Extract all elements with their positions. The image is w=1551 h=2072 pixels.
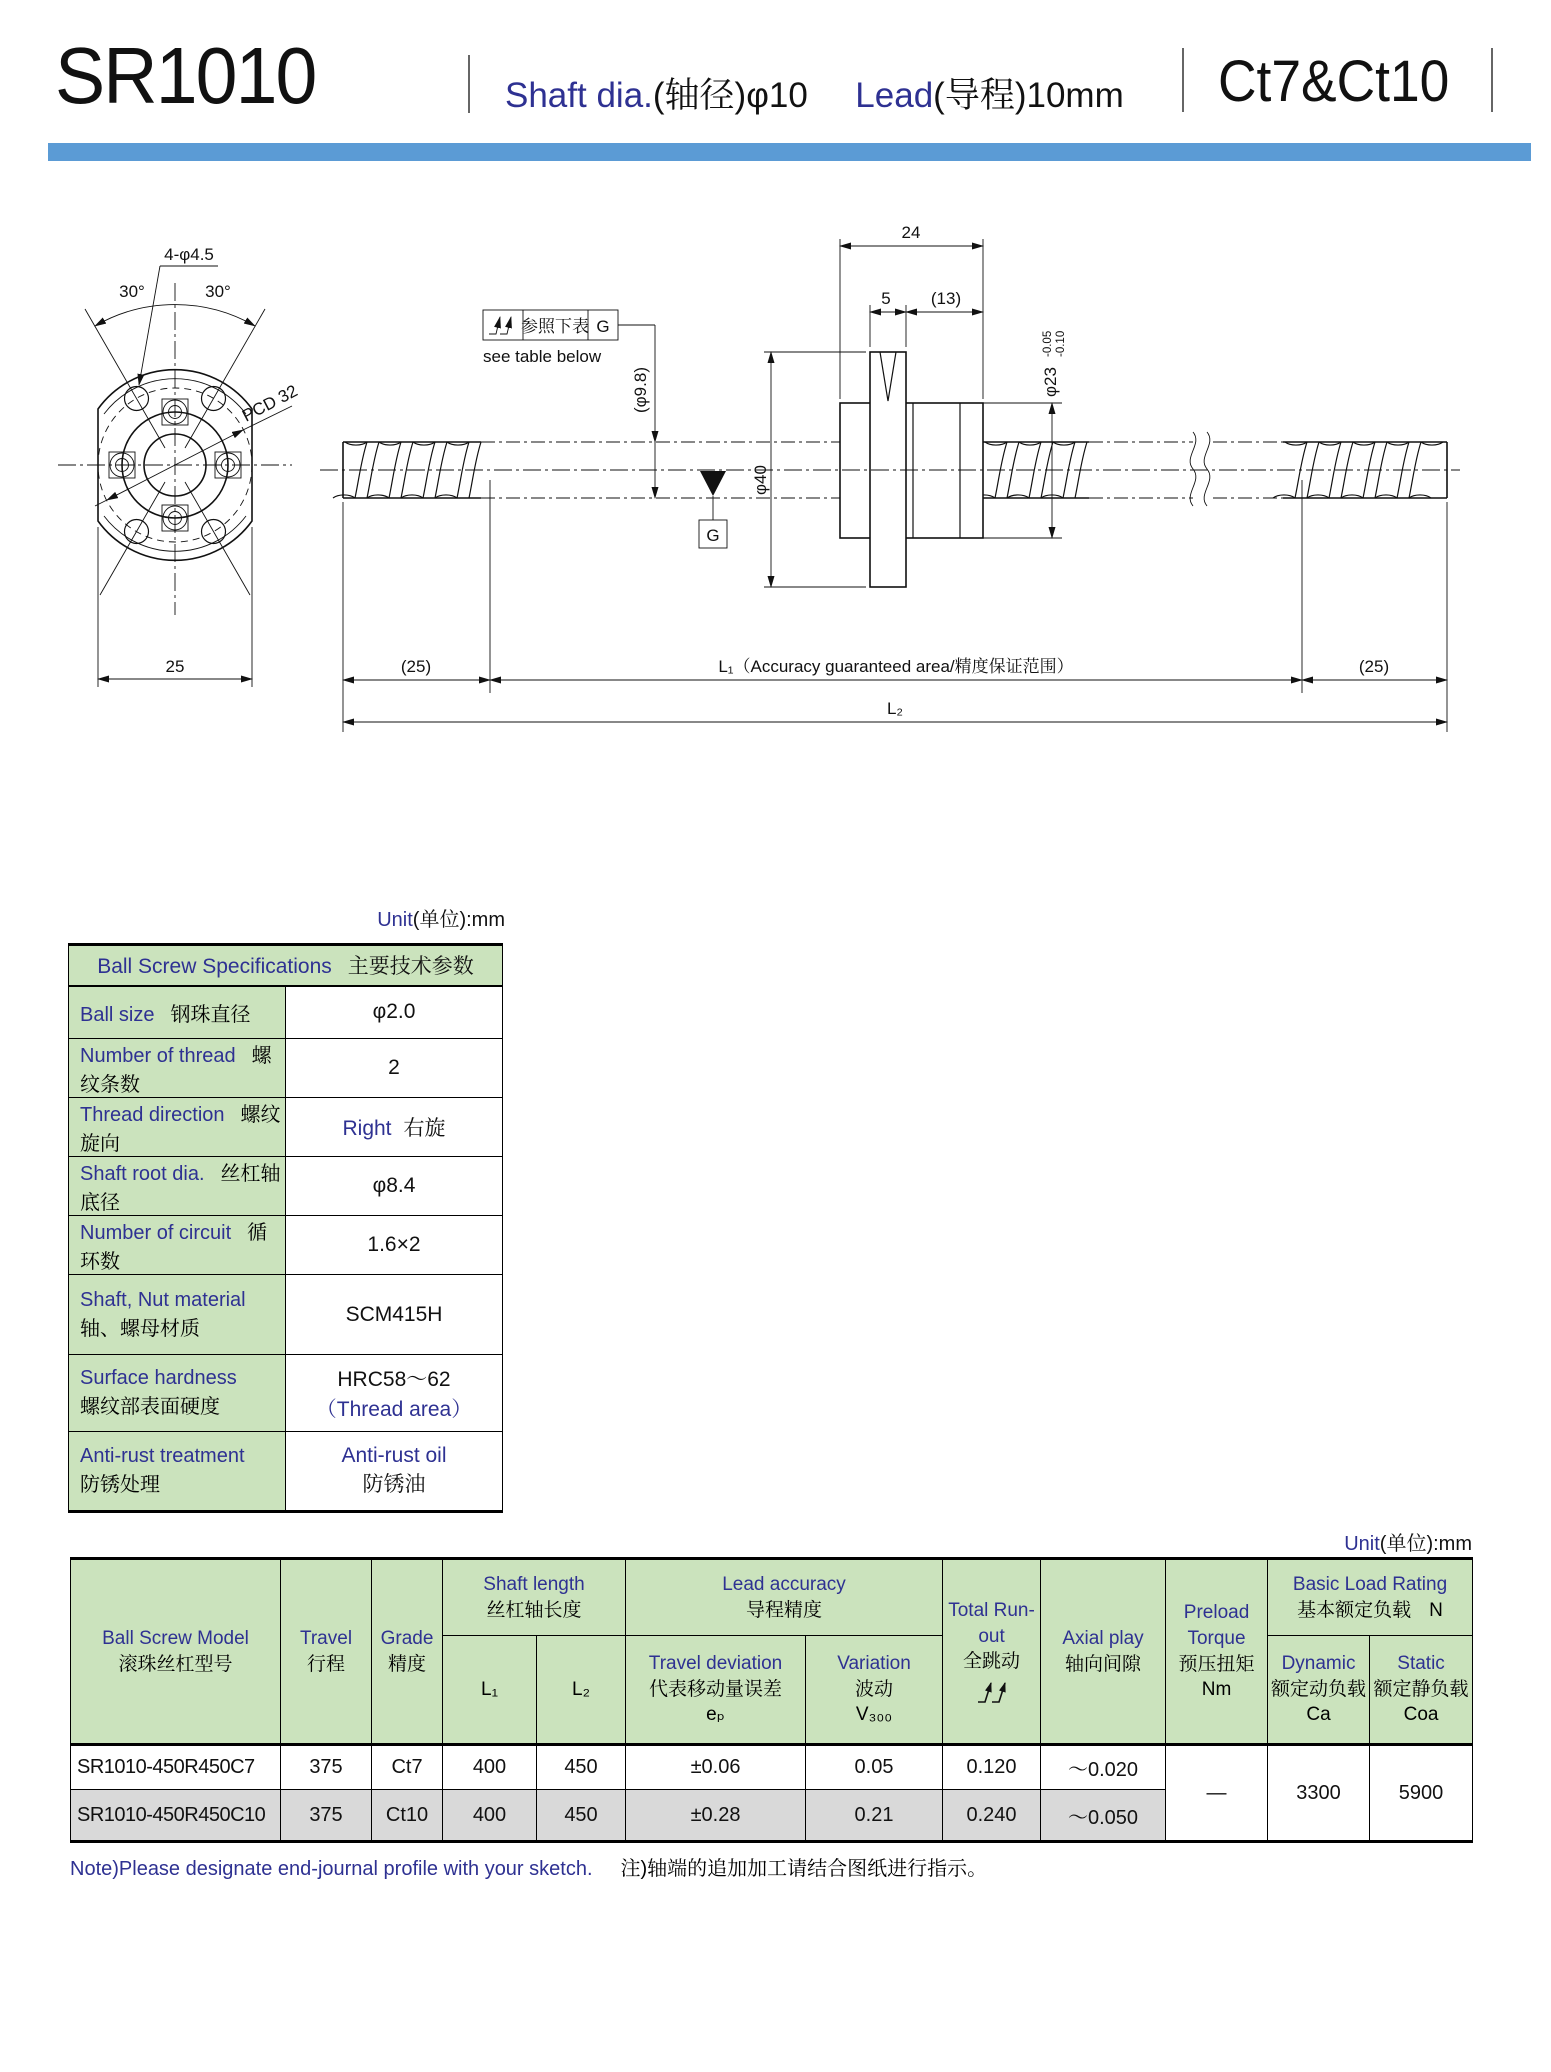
finish-ref-cn: 参照下表 [521,317,589,336]
cell-grade: Ct10 [372,1790,443,1842]
cell-l2: 450 [537,1790,626,1842]
col-l2: L₂ [537,1636,626,1745]
cell-l1: 400 [443,1790,537,1842]
cell-model: SR1010-450R450C7 [71,1745,281,1790]
col-runout: Total Run-out 全跳动 [943,1559,1041,1745]
cell-grade: Ct7 [372,1745,443,1790]
pcd-dim: PCD 32 [239,381,301,426]
body-length-dim: (13) [930,289,962,308]
lead-label: Lead [855,76,934,115]
col-preload: Preload Torque 预压扭矩 Nm [1166,1559,1268,1745]
ball-circle-dim [631,325,655,498]
flange-thickness-dim: 5 [881,289,891,308]
model-row-ct7 [71,1745,1473,1790]
nut-assembly [840,352,983,587]
svg-text:(φ9.8): (φ9.8) [631,367,650,413]
cell-variation: 0.05 [806,1745,943,1790]
end-journal-right-dim: (25) [1358,657,1390,676]
cell-preload-torque: — [1166,1745,1268,1842]
shaft-dia-label: Shaft dia. [505,76,653,115]
cell-variation: 0.21 [806,1790,943,1842]
col-model: Ball Screw Model 滚珠丝杠型号 [71,1559,281,1745]
angle-dim-right: 30° [205,282,231,301]
flange-front-view [58,283,292,615]
accuracy-area-dim: L₁（Accuracy guaranteed area/精度保证范围） [718,657,1074,676]
shaft-dia-value: (轴径)φ10 [652,76,808,115]
cell-dynamic-ca: 3300 [1268,1745,1370,1842]
cell-axial-play: ～0.020 [1041,1745,1166,1790]
bolt-holes-dim: 4-φ4.5 [164,245,214,264]
page-title-model: SR1010 [55,31,316,120]
lead-value: (导程)10mm [933,76,1124,115]
footnote-en: Note)Please designate end-journal profile with your sketch. [70,1858,593,1880]
total-runout-icon [972,1677,1012,1705]
datum-g-label: G [706,526,720,545]
cell-model: SR1010-450R450C10 [71,1790,281,1842]
header-divider [1182,48,1184,112]
header-subtitle [505,68,1124,118]
footnote [70,1852,987,1881]
cell-runout: 0.240 [943,1790,1041,1842]
spec-table-header [69,945,503,986]
col-variation: Variation 波动 V₃₀₀ [806,1636,943,1745]
spec-table [68,943,503,1513]
col-basic-load: Basic Load Rating 基本额定负载 N [1268,1559,1473,1636]
spec-row-root-dia: Shaft root dia. 丝杠轴底径 φ8.4 [69,1157,503,1216]
footnote-cn: 注)轴端的追加加工请结合图纸进行指示。 [620,1858,988,1880]
screw-shaft-side-view [320,223,1460,732]
nut-length-dim: 24 [901,223,921,242]
accent-bar [48,143,1531,161]
col-shaft-length: Shaft length 丝杠轴长度 [443,1559,626,1636]
header-divider [1491,48,1493,112]
spec-row-ball-size: Ball size 钢珠直径 φ2.0 [69,986,503,1039]
col-l1: L₁ [443,1636,537,1745]
datum-target-g [699,471,727,548]
cell-deviation: ±0.28 [626,1790,806,1842]
finish-ref-en: see table below [483,347,602,366]
overall-length-dim: L₂ [886,699,904,718]
col-static: Static 额定静负载 Coa [1370,1636,1473,1745]
flange-width-dim: 25 [165,657,185,676]
col-grade: Grade 精度 [372,1559,443,1745]
model-table [70,1557,1473,1843]
spec-row-circuits: Number of circuit 循环数 1.6×2 [69,1216,503,1275]
finish-ref-g: G [596,317,610,336]
spec-row-thread-direction: Thread direction 螺纹旋向 Right 右旋 [69,1098,503,1157]
cell-l2: 450 [537,1745,626,1790]
angle-dim-left: 30° [119,282,145,301]
flange-dia-dim: φ40 [751,465,770,495]
col-travel: Travel 行程 [281,1559,372,1745]
cell-travel: 375 [281,1790,372,1842]
col-travel-deviation: Travel deviation 代表移动量误差 eₚ [626,1636,806,1745]
finish-symbol-icon [489,317,511,334]
cell-deviation: ±0.06 [626,1745,806,1790]
spec-row-material: Shaft, Nut material 轴、螺母材质 SCM415H [69,1275,503,1355]
spec-table-title: Ball Screw Specifications 主要技术参数 [69,945,503,986]
spec-row-thread-count: Number of thread 螺纹条数 2 [69,1039,503,1098]
page-title-grade: Ct7&Ct10 [1218,49,1450,114]
spec-row-hardness: Surface hardness 螺纹部表面硬度 HRC58～62 （Thread area） [69,1355,503,1432]
col-axial-play: Axial play 轴向间隙 [1041,1559,1166,1745]
finish-callout [483,310,655,366]
body-dia-dim: φ23 -0.05 -0.10 [1041,330,1067,397]
header-divider [468,55,470,113]
model-table-header-tier1 [71,1559,1473,1636]
cell-static-coa: 5900 [1370,1745,1473,1842]
cell-axial-play: ～0.050 [1041,1790,1166,1842]
cell-l1: 400 [443,1745,537,1790]
cell-travel: 375 [281,1745,372,1790]
spec-unit-label: Unit(单位):mm [377,909,505,931]
col-dynamic: Dynamic 额定动负载 Ca [1268,1636,1370,1745]
technical-drawing [40,175,1520,875]
cell-runout: 0.120 [943,1745,1041,1790]
spec-row-antirust: Anti-rust treatment 防锈处理 Anti-rust oil 防锈油 [69,1432,503,1512]
col-lead-accuracy: Lead accuracy 导程精度 [626,1559,943,1636]
front-view-dimensions [95,245,301,687]
end-journal-left-dim: (25) [400,657,432,676]
model-unit-label: Unit(单位):mm [1344,1533,1472,1555]
